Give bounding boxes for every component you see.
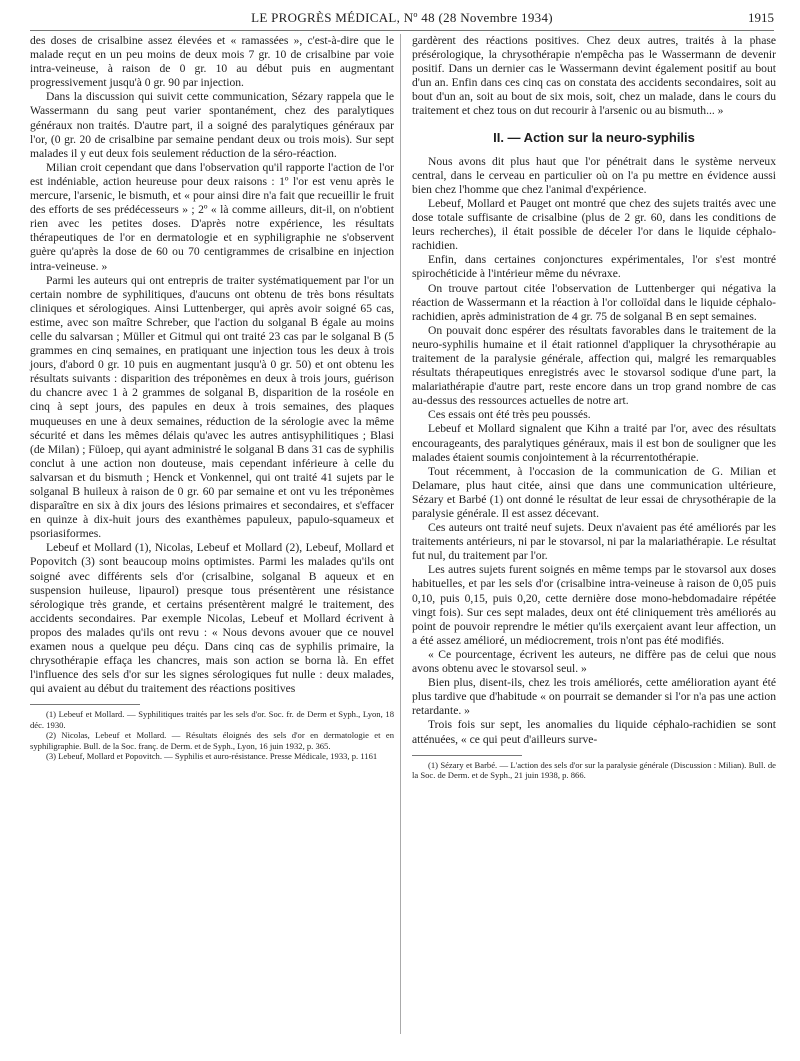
footnote: (1) Lebeuf et Mollard. — Syphilitiques traités par les sels d'or. Soc. fr. de Derm et Syph., Lyon, 18 déc. 1930. [30,709,394,730]
body-paragraph: On pouvait donc espérer des résultats favorables dans le traitement de la neuro-syphilis humaine et il était rationnel d'appliquer la chrysothérapie au traitement de la paralysie générale, affection qui, malgré les remarquables résultats thérapeutiques enregistrés avec le stovarsol sodique d'une part, la malariathérapie d'autre part, reste encore dans un trop grand nombre de cas au-dessus des ressources actuelles de notre art. [412,323,776,408]
footnote: (3) Lebeuf, Mollard et Popovitch. — Syphilis et auro-résistance. Presse Médicale, 1933, p. 1161 [46,751,378,762]
body-paragraph: des doses de crisalbine assez élevées et « ramassées », c'est-à-dire que le malade reçut en un peu moins de deux mois 7 gr. 10 de crisalbine par voie intra-veineuse, à raison de 0 gr. 10 au début puis en augmentant progressivement jusqu'à 0 gr. 90 par injection. [30,34,394,90]
header-rule [30,30,774,31]
body-paragraph: Parmi les auteurs qui ont entrepris de traiter systématiquement par l'or un certain nombre de syphilitiques, d'aucuns ont obtenu de très bons résultats cliniques et sérologiques. Ainsi Luttenberger, qui après avoir soigné 65 cas, estime, avec son maître Schreber, que l'action du solganal B égale au moins celle du salvarsan ; Müller et Gitmul qui ont traité 23 cas par le solganal B (5 grammes en cinq semaines, en pratiquant une injection tous les deux à trois jours, d'abord 0 gr. 10 puis en augmentant jusqu'à 0 gr. 50) et ont obtenu les résultats suivants : disparition des tréponèmes en deux à trois jours, guérison du chancre avec 1 à 2 grammes de solganal B, disparition de la roséole en cinq à sept jours, des papules en deux à trois semaines, des plaques muqueuses en une à deux semaines, réduction de la sérologie avec la même sécurité et dans les mêmes délais qu'avec les autres antisyphilitiques ; Blasi (de Milan) ; Füloep, qui ayant administré le solganal B dans 31 cas de syphilis conclut à une action non douteuse, mais cependant inférieure à celle du salvarsan et du bismuth ; Henck et Vonkennel, qui ont traité 41 sujets par le solganal B huileux à raison de 0 gr. 60 par semaine et ont vu les tréponèmes disparaître en six à dix jours des lésions primaires et secondaires, et s'effacer en quinze à dix-huit jours des exanthèmes papuleux, papulo-squameux et psoriasiformes. [30,273,394,541]
column-divider [400,34,401,1034]
body-paragraph: Ces essais ont été très peu poussés. [428,408,591,422]
body-paragraph: Bien plus, disent-ils, chez les trois améliorés, cette amélioration ayant été plus tardive que d'habitude « on pourrait se demander si l'or n'a pas une action retardante. » [412,676,776,718]
footnote-rule [30,704,140,705]
body-paragraph: Ces auteurs ont traité neuf sujets. Deux n'avaient pas été améliorés par les traitements antérieurs, ni par le stovarsol, ni par la malariathérapie. Le résultat fut nul, du traitement par l'or. [412,521,776,563]
body-paragraph: Lebeuf, Mollard et Pauget ont montré que chez des sujets traités avec une dose totale suffisante de crisalbine (plus de 2 gr. 60, dans les conditions de leurs recherches), il était possible de déceler l'or dans le liquide céphalo-rachidien. [412,196,776,253]
body-paragraph: « Ce pourcentage, écrivent les auteurs, ne diffère pas de celui que nous avons obtenu avec le stovarsol seul. » [412,647,776,676]
footnote-rule [412,755,522,756]
body-paragraph: Milian croit cependant que dans l'observation qu'il rapporte l'action de l'or est indéniable, action heureuse pour deux raisons : 1º l'or est venu après le mercure, l'arsenic, le bismuth, et « pour ainsi dire n'a fait que recueillir le fruit des efforts de ses prédécesseurs » ; 2º « là comme ailleurs, dit-il, on n'obtient rien avec les petites doses. D'après notre expérience, les résultats thérapeutiques de l'or en dermatologie et en syphiligraphie ne s'observent guère qu'après la dose de 60 ou 70 centigrammes de crisalbine en injection intra-veineuse. » [30,160,394,273]
body-paragraph: Tout récemment, à l'occasion de la communication de G. Milian et Delamare, plus haut citée, ainsi que dans une communication ultérieure, Sézary et Barbé (1) ont donné le résultat de leur essai de chrysothérapie de la paralysie générale. Il est assez décevant. [412,464,776,520]
body-paragraph: Enfin, dans certaines conjonctures expérimentales, l'or s'est montré spirochéticide à l'intérieur même du névraxe. [412,253,776,281]
body-paragraph: On trouve partout citée l'observation de Luttenberger qui négativa la réaction de Wassermann et la réaction à l'or colloïdal dans le liquide céphalo-rachidien, après administration de 4 gr. 75 de solganal B en sept semaines. [412,281,776,323]
body-paragraph: Les autres sujets furent soignés en même temps par le stovarsol aux doses habituelles, et par les sels d'or (crisalbine intra-veineuse à raison de 0,05 puis 0,10, puis 0,15, puis 0,20, cette dernière dose mono-hebdomadaire répétée vingt fois). Sur ces sept malades, deux ont été cliniquement très améliorés au point de pouvoir reprendre le métier qu'ils exerçaient avant leur affection, un a été assez amélioré, un médiocrement, trois n'ont pas été modifiés. [412,563,776,647]
running-header [30,10,774,28]
journal-title: LE PROGRÈS MÉDICAL, Nº 48 (28 Novembre 1934) [251,10,553,25]
footnote: (2) Nicolas, Lebeuf et Mollard. — Résultats éloignés des sels d'or en dermatologie et en syphiligraphie. Bull. de la Soc. franç. de Derm. et de Syph., Lyon, 16 juin 1932, p. 365. [30,730,394,751]
body-paragraph: Trois fois sur sept, les anomalies du liquide céphalo-rachidien se sont atténuées, « ce qui peut d'ailleurs surve- [412,718,776,746]
body-paragraph: gardèrent des réactions positives. Chez deux autres, traités à la phase présérologique, la chrysothérapie n'empêcha pas le Wassermann de devenir positif. Dans un dernier cas le Wassermann devint également positif au bout d'un an. Enfin dans ces cinq cas on constata des accidents secondaires, soit au bout d'un an, soit au bout de six mois, soit, chez un malade, dans le cours du traitement et chez tous on dut recourir à l'arsenic ou au bismuth... » [412,34,776,118]
section-heading: II. — Action sur la neuro-syphilis [493,129,695,145]
body-paragraph: Lebeuf et Mollard signalent que Kihn a traité par l'or, avec des résultats encourageants, des paralytiques généraux, mais il est bon de souligner que les malades étaient soumis conjointement à la récurrentothérapie. [412,422,776,464]
left-column [30,34,394,761]
page-number: 1915 [748,10,774,25]
body-paragraph: Nous avons dit plus haut que l'or pénétrait dans le système nerveux central, dans le cerveau en particulier où on l'a pu mettre en évidence aussi bien chez l'homme que chez l'animal d'expérience. [412,154,776,196]
body-paragraph: Lebeuf et Mollard (1), Nicolas, Lebeuf et Mollard (2), Lebeuf, Mollard et Popovitch (3) sont beaucoup moins optimistes. Parmi les malades qu'ils ont soigné avec différents sels d'or (crisalbine, solganal B aqueux et en suspension huileuse, lipaurol) presque tous présentèrent une résistance sérologique très grande, et certains présentèrent malgré le traitement, des accidents secondaires. Par exemple Nicolas, Lebeuf et Mollard écrivent à propos des malades qu'ils ont revu : « Nous devons avouer que ce nouvel examen nous a quelque peu déçu. Dans cinq cas de syphilis primaire, la chrysothérapie effaça les chancres, mais son action se borna là. En effet l'influence des sels d'or sur les signes sérologiques fut nulle : deux malades, qui avaient au début du traitement des réactions positives [30,541,394,696]
footnote: (1) Sézary et Barbé. — L'action des sels d'or sur la paralysie générale (Discussion : Milian). Bull. de la Soc. de Derm. et de Syph., 21 juin 1938, p. 866. [412,759,776,780]
right-column [412,34,776,780]
body-paragraph: Dans la discussion qui suivit cette communication, Sézary rappela que le Wassermann du sang peut varier spontanément, chez des paralytiques généraux non traités. D'autre part, il a soigné des paralytiques généraux par l'or, (0 gr. 20 de crisalbine par semaine pendant deux ou trois mois). Sur sept malades il y eut deux fois seulement réduction de la séro-réaction. [30,90,394,160]
